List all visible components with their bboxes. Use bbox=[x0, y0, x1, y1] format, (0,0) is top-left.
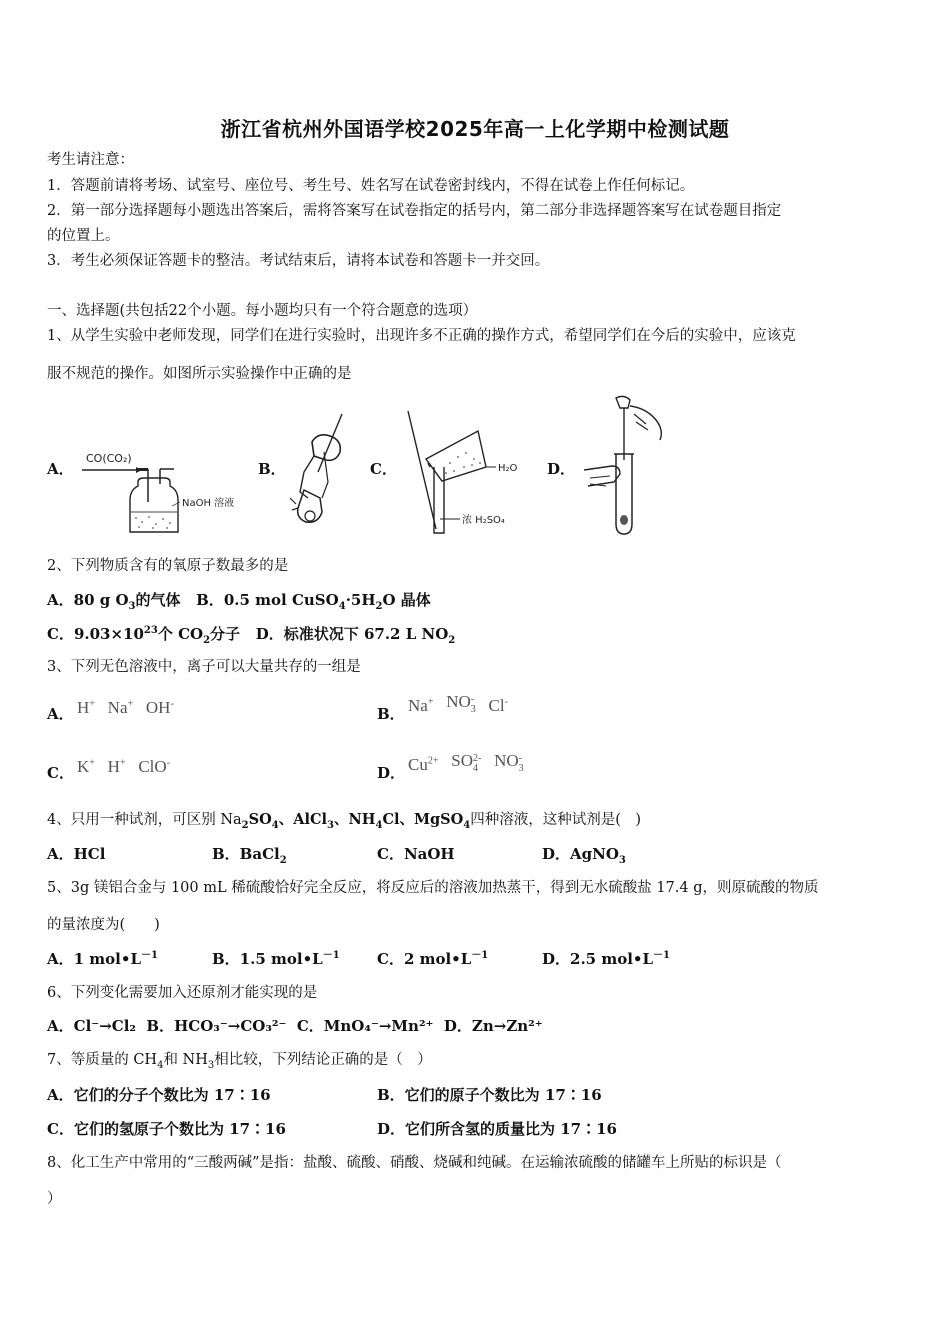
notice-item-3: 3．考生必须保证答题卡的整洁。考试结束后，请将本试卷和答题卡一并交回。 bbox=[47, 253, 550, 269]
figure-a-gas-label: CO(CO₂) bbox=[86, 452, 132, 465]
notice-item-2-cont: 的位置上。 bbox=[47, 228, 120, 244]
q5-option-c: C．2 $mol•L^{-1}$ bbox=[377, 950, 489, 968]
q4-option-d: D．AgNO$_3$ bbox=[542, 845, 626, 866]
option-label-d: D． bbox=[547, 460, 576, 478]
q2-c-sup: 23 bbox=[143, 625, 158, 636]
figure-a-liquid-label: NaOH 溶液 bbox=[182, 498, 235, 509]
q6-options: A．Cl⁻→Cl₂ B．HCO₃⁻→CO₃²⁻ C．MnO₄⁻→Mn²⁺ D．Zn→Zn²⁺ bbox=[47, 1017, 543, 1035]
figure-d-dropper bbox=[576, 394, 671, 538]
q2-d-sub: 2 bbox=[448, 635, 456, 646]
option-label-a: A． bbox=[47, 460, 74, 478]
q7-option-d: D．它们所含氢的质量比为 17∶16 bbox=[377, 1120, 617, 1138]
q5-option-d: D．2.5 $mol•L^{-1}$ bbox=[542, 950, 671, 968]
q2-b-sub2: 2 bbox=[375, 601, 383, 612]
question-1-stem: 1、从学生实验中老师发现，同学们在进行实验时，出现许多不正确的操作方式，希望同学们在今后的实验中，应该克 bbox=[47, 328, 796, 344]
q3-option-d-ions: $Cu^{2+}$ SO 2- 4 NO - 3 bbox=[408, 751, 524, 775]
q3-label-a: A． bbox=[47, 705, 74, 723]
q2-c-sub: 2 bbox=[203, 635, 211, 646]
q2-d-pre: D．标准状况下 67.2 L NO bbox=[255, 625, 449, 643]
q2-c-pre: C．9.03×10 bbox=[47, 625, 144, 643]
figure-c-dilution bbox=[398, 407, 538, 537]
q2-b-sub1: 4 bbox=[338, 601, 346, 612]
question-2-options-cd bbox=[47, 624, 455, 644]
q2-c-mid: 个 CO bbox=[157, 625, 204, 643]
page-title: 浙江省杭州外国语学校2025年高一上化学期中检测试题 bbox=[220, 117, 730, 141]
question-5-stem: 5、3g 镁铝合金与 100 mL 稀硫酸恰好完全反应，将反应后的溶液加热蒸干，得到无水硫酸盐 17.4 g，则原硫酸的物质 bbox=[47, 880, 819, 896]
q3-label-d: D． bbox=[377, 764, 406, 782]
question-4-stem: 4、只用一种试剂，可区别 $Na_2SO_4$、AlCl$_3$、$NH_4Cl$、MgSO$_4$四种溶液，这种试剂是( ) bbox=[47, 811, 642, 831]
q7-option-b: B．它们的原子个数比为 17∶16 bbox=[377, 1086, 602, 1104]
question-7-stem: 7、等质量的 $CH_4$和 $NH_3$相比较，下列结论正确的是（ ） bbox=[47, 1052, 432, 1071]
q4-option-a: A．HCl bbox=[47, 845, 106, 863]
q7-option-a: A．它们的分子个数比为 17∶16 bbox=[47, 1086, 271, 1104]
question-2-stem: 2、下列物质含有的氧原子数最多的是 bbox=[47, 558, 289, 574]
q2-b-post: O 晶体 bbox=[382, 591, 431, 609]
notice-heading: 考生请注意： bbox=[47, 152, 134, 168]
q4-option-c: C．NaOH bbox=[377, 845, 455, 863]
q2-a-sub: 3 bbox=[128, 601, 136, 612]
notice-item-2: 2．第一部分选择题每小题选出答案后，需将答案写在试卷指定的括号内，第二部分非选择题答案写在试卷题目指定 bbox=[47, 203, 782, 219]
question-1-stem-cont: 服不规范的操作。如图所示实验操作中正确的是 bbox=[47, 366, 352, 382]
question-2-options-ab bbox=[47, 590, 431, 610]
option-label-c: C． bbox=[370, 460, 397, 478]
q7-option-c: C．它们的氢原子个数比为 17∶16 bbox=[47, 1120, 286, 1138]
q5-option-b: B．1.5 $mol•L^{-1}$ bbox=[212, 950, 340, 968]
figure-c-acid-label: 浓 H₂SO₄ bbox=[462, 515, 505, 526]
q2-a-pre: A．80 g O bbox=[47, 591, 129, 609]
question-6-stem: 6、下列变化需要加入还原剂才能实现的是 bbox=[47, 985, 318, 1001]
question-3-stem: 3、下列无色溶液中，离子可以大量共存的一组是 bbox=[47, 659, 361, 675]
q3-option-c-ions: K+ H+ ClO- bbox=[77, 757, 171, 776]
q3-option-b-ions: Na+ NO - 3 Cl- bbox=[408, 692, 508, 716]
figure-b-hand-operation bbox=[284, 412, 354, 537]
question-8-stem-cont: ） bbox=[47, 1191, 62, 1207]
q4-option-b: B．BaCl$_2$ bbox=[212, 845, 287, 866]
figure-a-gas-washing bbox=[70, 440, 260, 540]
figure-c-water-label: H₂O bbox=[498, 463, 518, 474]
q2-a-post: 的气体 bbox=[135, 591, 181, 609]
notice-item-1: 1．答题前请将考场、试室号、座位号、考生号、姓名写在试卷密封线内，不得在试卷上作任何标记。 bbox=[47, 178, 695, 194]
q3-label-c: C． bbox=[47, 764, 74, 782]
q5-option-a: A．1 $mol•L^{-1}$ bbox=[47, 950, 158, 968]
question-8-stem: 8、化工生产中常用的“三酸两碱”是指：盐酸、硫酸、硝酸、烧碱和纯碱。在运输浓硫酸的储罐车上所贴的标识是（ bbox=[47, 1155, 782, 1171]
q3-label-b: B． bbox=[377, 705, 405, 723]
q2-b-mid: ·5H bbox=[345, 591, 376, 609]
option-label-b: B． bbox=[258, 460, 286, 478]
section-heading: 一、选择题(共包括22个小题。每小题均只有一个符合题意的选项） bbox=[47, 303, 478, 319]
q2-c-post: 分子 bbox=[210, 625, 241, 643]
q3-option-a-ions: H+ Na+ OH- bbox=[77, 698, 174, 717]
question-5-stem-cont: 的量浓度为( ) bbox=[47, 917, 160, 933]
q2-b-pre: B．0.5 mol CuSO bbox=[196, 591, 339, 609]
